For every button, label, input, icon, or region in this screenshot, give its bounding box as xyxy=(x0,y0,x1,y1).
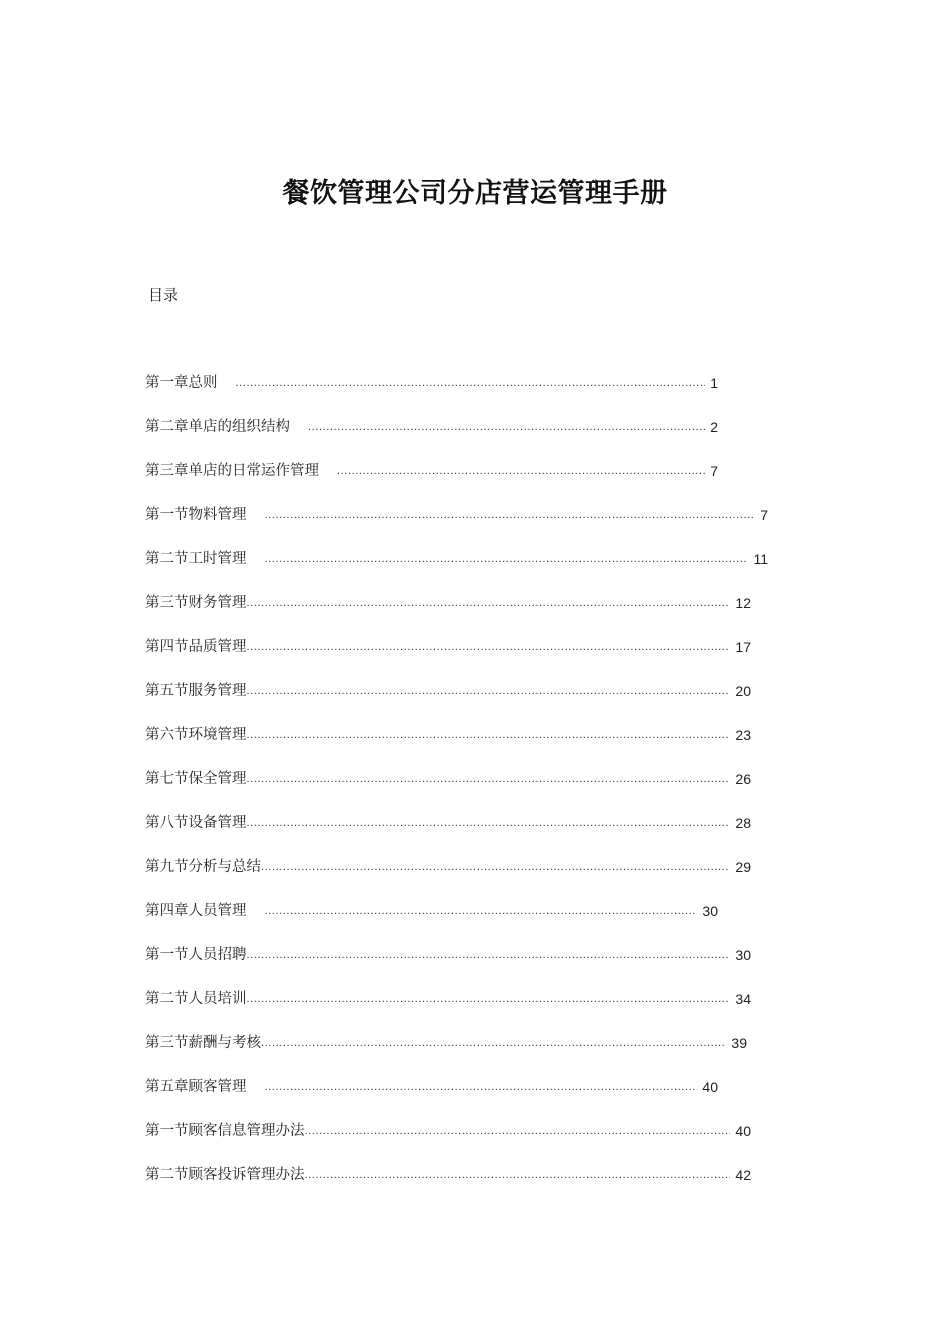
toc-entry-label: 第五节服务管理 xyxy=(145,683,247,699)
toc-entry-page: 1 xyxy=(710,375,718,391)
toc-entry-page: 23 xyxy=(735,727,751,743)
toc-entry-label: 第一节人员招聘 xyxy=(145,947,247,963)
toc-entry-label: 第二节人员培训 xyxy=(145,991,247,1007)
dot-leader xyxy=(305,1167,731,1183)
toc-entry[interactable] xyxy=(145,591,751,613)
toc-entry-page: 40 xyxy=(735,1123,751,1139)
toc-entry[interactable] xyxy=(145,811,751,833)
toc-entry[interactable] xyxy=(145,679,751,701)
toc-entry[interactable] xyxy=(145,1075,718,1097)
toc-entry-page: 7 xyxy=(760,507,768,523)
toc-entry[interactable] xyxy=(145,503,768,525)
toc-entry[interactable] xyxy=(145,943,751,965)
toc-entry-label: 第七节保全管理 xyxy=(145,771,247,787)
toc-entry-page: 42 xyxy=(735,1167,751,1183)
dot-leader xyxy=(261,859,730,875)
toc-entry-label: 第三章单店的日常运作管理 xyxy=(145,463,319,479)
toc-entry[interactable] xyxy=(145,767,751,789)
dot-leader xyxy=(247,991,731,1007)
toc-entry-page: 34 xyxy=(735,991,751,1007)
toc-entry-label: 第二节顾客投诉管理办法 xyxy=(145,1167,305,1183)
toc-entry[interactable] xyxy=(145,371,718,393)
dot-leader xyxy=(261,1035,726,1051)
toc-entry-page: 20 xyxy=(735,683,751,699)
dot-leader xyxy=(265,551,749,567)
dot-leader xyxy=(247,639,731,655)
toc-entry[interactable] xyxy=(145,1031,747,1053)
toc-entry[interactable] xyxy=(145,723,751,745)
toc-heading: 目录 xyxy=(148,286,179,304)
toc-entry-page: 30 xyxy=(702,903,718,919)
toc-entry-label: 第九节分析与总结 xyxy=(145,859,261,875)
toc-entry-label: 第二章单店的组织结构 xyxy=(145,419,290,435)
toc-entry-label: 第四章人员管理 xyxy=(145,903,247,919)
toc-entry-label: 第三节薪酬与考核 xyxy=(145,1035,261,1051)
toc-entry[interactable] xyxy=(145,635,751,657)
dot-leader xyxy=(247,683,731,699)
toc-entry[interactable] xyxy=(145,1163,751,1185)
toc-entry-label: 第二节工时管理 xyxy=(145,551,247,567)
toc-entry-page: 7 xyxy=(710,463,718,479)
dot-leader xyxy=(247,771,731,787)
dot-leader xyxy=(265,507,756,523)
toc-entry-label: 第六节环境管理 xyxy=(145,727,247,743)
toc-entry-label: 第五章顾客管理 xyxy=(145,1079,247,1095)
toc-entry-label: 第四节品质管理 xyxy=(145,639,247,655)
toc-entry-label: 第八节设备管理 xyxy=(145,815,247,831)
toc-entry-label: 第三节财务管理 xyxy=(145,595,247,611)
toc-entry-page: 17 xyxy=(735,639,751,655)
dot-leader xyxy=(247,947,731,963)
toc-entry-page: 39 xyxy=(731,1035,747,1051)
toc-entry[interactable] xyxy=(145,1119,751,1141)
dot-leader xyxy=(247,595,731,611)
toc-entry-label: 第一节物料管理 xyxy=(145,507,247,523)
toc-entry-page: 28 xyxy=(735,815,751,831)
dot-leader xyxy=(265,1079,698,1095)
dot-leader xyxy=(247,815,731,831)
dot-leader xyxy=(305,1123,731,1139)
dot-leader xyxy=(247,727,731,743)
dot-leader xyxy=(308,419,705,435)
toc-entry-page: 26 xyxy=(735,771,751,787)
toc-entry-page: 12 xyxy=(735,595,751,611)
toc-entry-page: 29 xyxy=(735,859,751,875)
toc-entry-page: 2 xyxy=(710,419,718,435)
toc-entry[interactable] xyxy=(145,987,751,1009)
dot-leader xyxy=(236,375,706,391)
toc-entry-page: 40 xyxy=(702,1079,718,1095)
dot-leader xyxy=(265,903,698,919)
toc-entry[interactable] xyxy=(145,855,751,877)
toc-entry-label: 第一章总则 xyxy=(145,375,218,391)
toc-entry[interactable] xyxy=(145,459,718,481)
toc-entry-page: 30 xyxy=(735,947,751,963)
toc-entry[interactable] xyxy=(145,547,768,569)
toc-entry[interactable] xyxy=(145,899,718,921)
document-title: 餐饮管理公司分店营运管理手册 xyxy=(282,178,668,209)
toc-entry-page: 11 xyxy=(753,551,768,567)
toc-entry[interactable] xyxy=(145,415,718,437)
toc-entry-label: 第一节顾客信息管理办法 xyxy=(145,1123,305,1139)
dot-leader xyxy=(337,463,705,479)
